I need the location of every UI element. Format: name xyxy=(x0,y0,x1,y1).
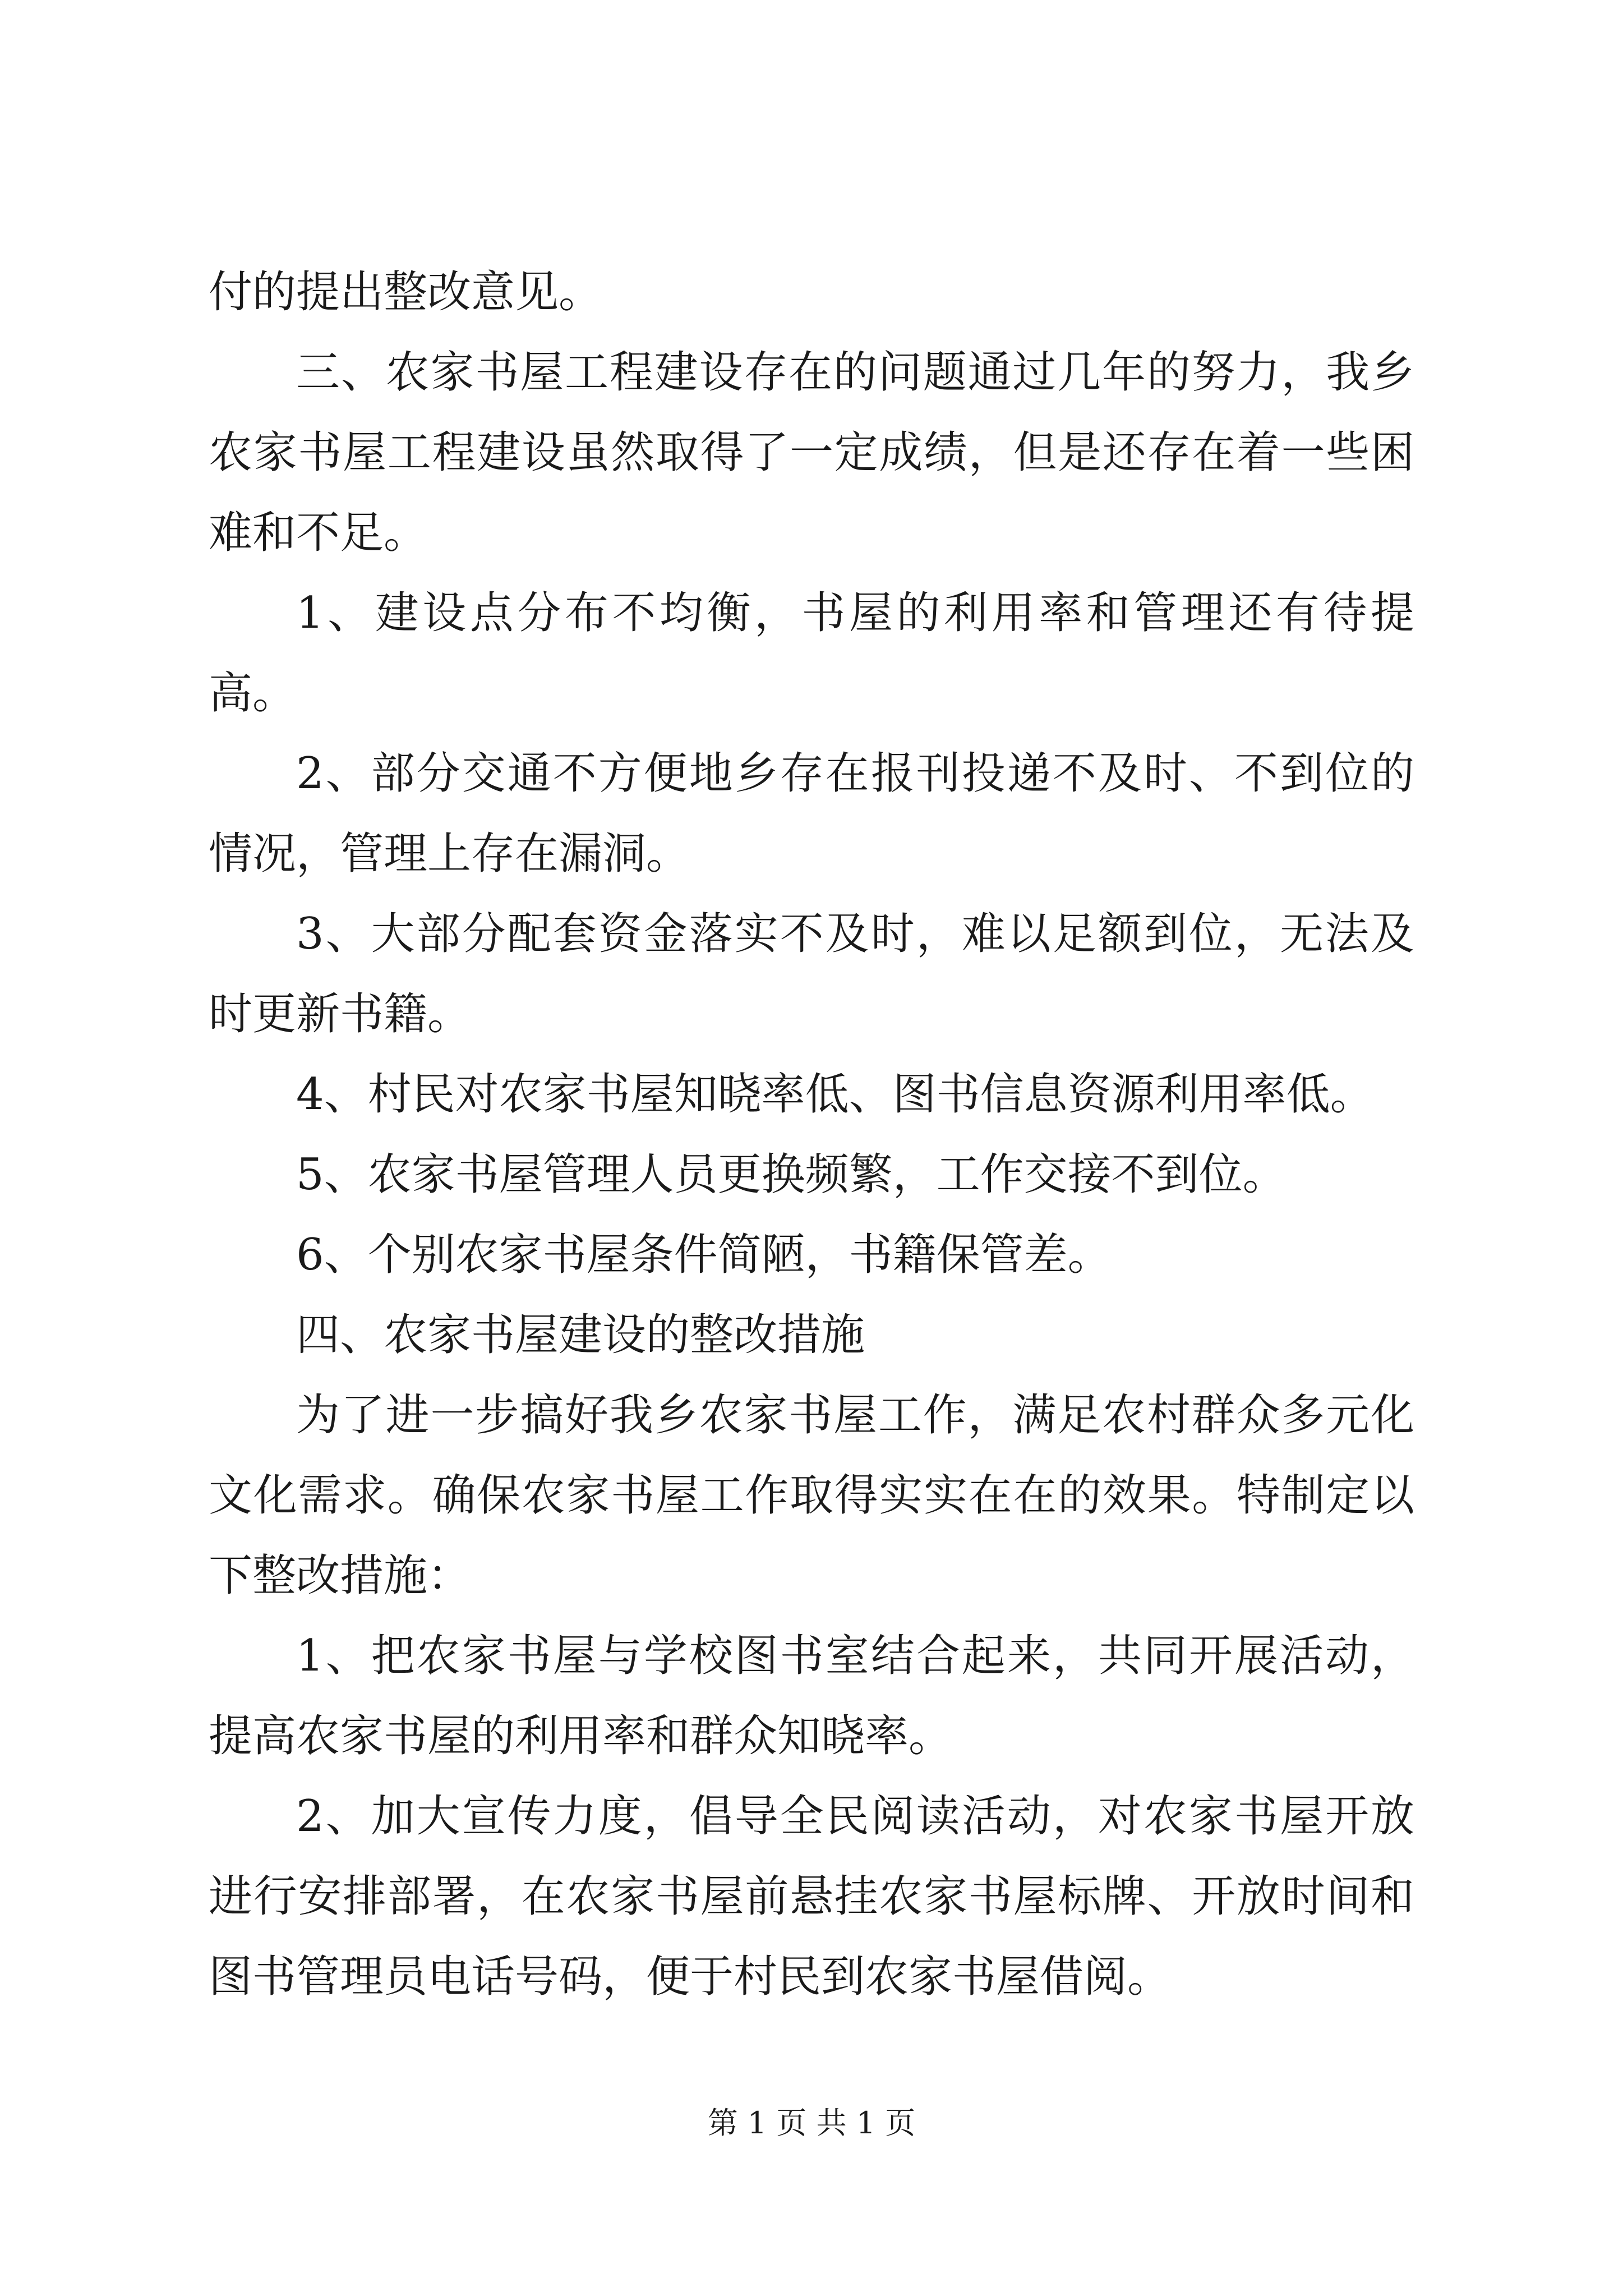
list-item: 1、建设点分布不均衡，书屋的利用率和管理还有待提高。 xyxy=(209,588,1414,719)
list-item: 4、村民对农家书屋知晓率低、图书信息资源利用率低。 xyxy=(296,1069,1374,1120)
list-item: 1、把农家书屋与学校图书室结合起来，共同开展活动，提高农家书屋的利用率和群众知晓率。 xyxy=(209,1631,1414,1761)
document-body xyxy=(209,252,1414,2017)
list-item: 2、部分交通不方便地乡存在报刊投递不及时、不到位的情况，管理上存在漏洞。 xyxy=(209,748,1414,879)
section-heading: 四、农家书屋建设的整改措施 xyxy=(296,1310,865,1360)
page-footer: 第 1 页 共 1 页 xyxy=(707,2105,916,2141)
list-item: 5、农家书屋管理人员更换频繁，工作交接不到位。 xyxy=(296,1149,1287,1200)
list-item: 2、加大宣传力度，倡导全民阅读活动，对农家书屋开放进行安排部署，在农家书屋前悬挂农家书屋标牌、开放时间和图书管理员电话号码，便于村民到农家书屋借阅。 xyxy=(209,1791,1414,2002)
paragraph: 付的提出整改意见。 xyxy=(209,267,603,318)
list-item: 6、个别农家书屋条件简陋，书籍保管差。 xyxy=(296,1230,1112,1280)
section-heading: 三、农家书屋工程建设存在的问题通过几年的努力，我乡农家书屋工程建设虽然取得了一定成绩，但是还存在着一些困难和不足。 xyxy=(209,347,1414,558)
list-item: 3、大部分配套资金落实不及时，难以足额到位，无法及时更新书籍。 xyxy=(209,909,1414,1039)
paragraph: 为了进一步搞好我乡农家书屋工作，满足农村群众多元化文化需求。确保农家书屋工作取得实实在在的效果。特制定以下整改措施： xyxy=(209,1390,1414,1601)
